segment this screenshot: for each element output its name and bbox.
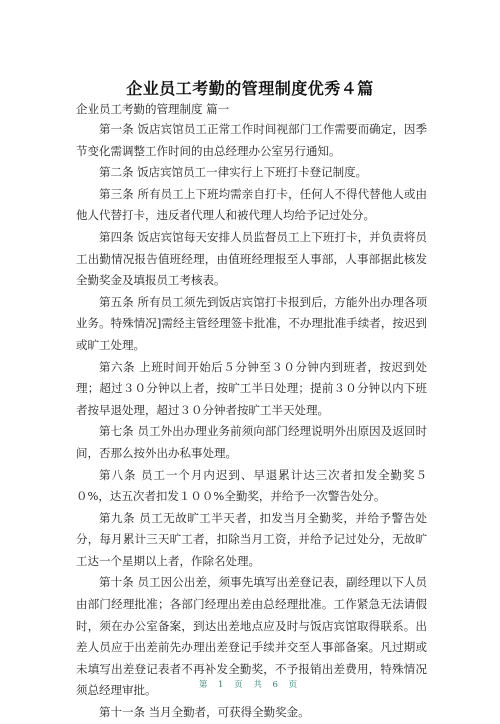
article-6: 第六条 上班时间开始后５分钟至３０分钟内到班者，按迟到处理；超过３０分钟以上者，按旷工半日处理；提前３０分钟以内下班者按早退处理，超过３０分钟者按旷工半天处理。 bbox=[76, 359, 427, 417]
article-7: 第七条 员工外出办理业务前须向部门经理说明外出原因及返回时间，否那么按外出办私事处理。 bbox=[76, 424, 427, 460]
article-11: 第十一条 当月全勤者，可获得全勤奖金。 bbox=[99, 705, 310, 720]
document-title: 企业员工考勤的管理制度优秀４篇 bbox=[126, 79, 374, 98]
article-5: 第五条 所有员工须先到饭店宾馆打卡报到后，方能外出办理各项业务。特殊情况]需经主管经理签卡批准，不办理批准手续者，按迟到或旷工处理。 bbox=[76, 294, 427, 352]
article-2: 第二条 饭店宾馆员工一律实行上下班打卡登记制度。 bbox=[99, 165, 368, 180]
article-3: 第三条 所有员工上下班均需亲自打卡，任何人不得代替他人或由他人代替打卡，违反者代理人和被代理人均给予记过处分。 bbox=[76, 186, 427, 223]
page-number-footer: 第 1 页 共 6 页 bbox=[198, 680, 302, 690]
article-8: 第八条 员工一个月内迟到、早退累计达三次者扣发全勤奖５０%，达五次者扣发１００%全勤奖，并给予一次警告处分。 bbox=[76, 467, 427, 504]
article-1: 第一条 饭店宾馆员工正常工作时间视部门工作需要而确定，因季节变化需调整工作时间的由总经理办公室另行通知。 bbox=[76, 122, 427, 158]
article-9: 第九条 员工无故旷工半天者，扣发当月全勤奖，并给予警告处分，每月累计三天旷工者，扣除当月工资，并给予记过处分，无故旷工达一个星期以上者，作除名处理。 bbox=[76, 510, 427, 568]
article-10: 第十条 员工因公出差，须事先填写出差登记表，副经理以下人员由部门经理批准；各部门经理出差由总经理批准。工作紧急无法请假时，须在办公室备案，到达出差地点应及时与饭店宾馆取得联系。出差人员应于出差前先办理出差登记手续并交至人事部备案。凡过期或未填写出差登记表者不再补发全勤奖，不予报销出差费用，特殊情况须总经理审批。 bbox=[76, 575, 427, 698]
section-heading: 企业员工考勤的管理制度 篇一 bbox=[76, 102, 230, 116]
document-body bbox=[76, 119, 427, 724]
article-4: 第四条 饭店宾馆每天安排人员监督员工上下班打卡，并负责将员工出勤情况报告值班经理，由值班经理报至人事部，人事部据此核发全勤奖金及填报员工考核表。 bbox=[76, 229, 427, 288]
